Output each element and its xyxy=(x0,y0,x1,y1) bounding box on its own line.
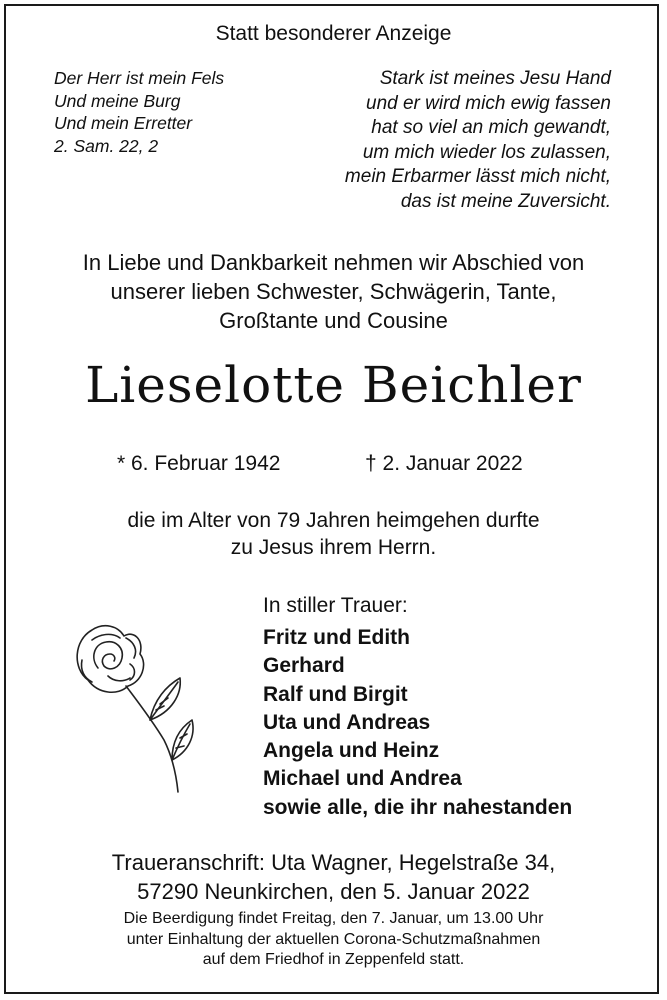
mourner-name: Gerhard xyxy=(263,654,345,678)
intro-line: In Liebe und Dankbarkeit nehmen wir Abschied von xyxy=(82,250,585,275)
verse-right-line: hat so viel an mich gewandt, xyxy=(371,117,611,138)
rose-drawing-icon xyxy=(68,610,198,800)
birth-date: * 6. Februar 1942 xyxy=(117,452,281,475)
verse-right-line: Stark ist meines Jesu Hand xyxy=(379,68,611,89)
verse-left-line: Der Herr ist mein Fels xyxy=(54,68,225,88)
mourning-address xyxy=(0,848,667,906)
age-line: die im Alter von 79 Jahren heimgehen durfte xyxy=(127,509,540,532)
mourner-list xyxy=(263,624,572,822)
intro-line: Großtante und Cousine xyxy=(219,308,448,333)
deceased-name: Lieselotte Beichler xyxy=(85,356,582,414)
bible-verse xyxy=(54,67,224,157)
funeral-line: auf dem Friedhof in Zeppenfeld statt. xyxy=(202,951,465,968)
mourner-name: Michael und Andrea xyxy=(263,767,462,791)
age-line: zu Jesus ihrem Herrn. xyxy=(230,536,437,559)
mourner-name: Fritz und Edith xyxy=(263,626,410,649)
mourner-name: Uta und Andreas xyxy=(263,710,431,734)
address-line: Traueranschrift: Uta Wagner, Hegelstraße 34, xyxy=(111,850,556,875)
age-text xyxy=(0,507,667,561)
funeral-line: Die Beerdigung findet Freitag, den 7. Januar, um 13.00 Uhr xyxy=(123,910,544,927)
funeral-info xyxy=(0,909,667,971)
address-line: 57290 Neunkirchen, den 5. Januar 2022 xyxy=(137,879,530,904)
hymn-verse xyxy=(345,67,611,214)
intro-line: unserer lieben Schwester, Schwägerin, Tante, xyxy=(110,279,557,304)
mourner-name: Ralf und Birgit xyxy=(263,682,408,706)
verse-left-reference: 2. Sam. 22, 2 xyxy=(54,135,159,156)
mourner-name: sowie alle, die ihr nahestanden xyxy=(263,795,573,819)
mourning-heading: In stiller Trauer: xyxy=(263,594,408,617)
verse-right-line: das ist meine Zuversicht. xyxy=(400,190,611,212)
death-date: † 2. Januar 2022 xyxy=(365,452,523,475)
funeral-line: unter Einhaltung der aktuellen Corona-Schutzmaßnahmen xyxy=(126,930,541,948)
mourner-name: Angela und Heinz xyxy=(263,739,440,763)
verse-right-line: und er wird mich ewig fassen xyxy=(366,92,611,114)
verse-right-line: um mich wieder los zulassen, xyxy=(362,141,611,163)
header-line: Statt besonderer Anzeige xyxy=(215,22,452,45)
verse-left-line: Und meine Burg xyxy=(54,90,181,111)
intro-text xyxy=(0,248,667,335)
verse-right-line: mein Erbarmer lässt mich nicht, xyxy=(344,166,611,187)
verse-left-line: Und mein Erretter xyxy=(54,113,193,133)
